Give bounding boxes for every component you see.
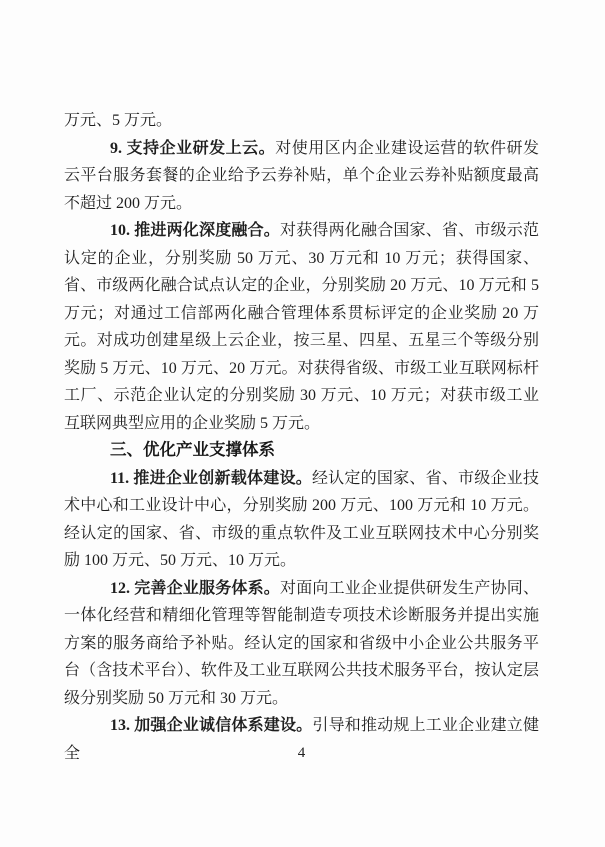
- item-title: 9. 支持企业研发上云。: [110, 139, 276, 157]
- item-title: 13. 加强企业诚信体系建设。: [110, 717, 313, 734]
- paragraph-text: 对获得两化融合国家、省、市级示范认定的企业，分别奖励 50 万元、30 万元和 10 万元；获得国家、省、市级两化融合试点认定的企业，分别奖励 20 万元、10 万元和 5 万元；对通过工信部两化融合管理体系贯标评定的企业奖励 20 万元。对成功创建星级上云企业，按三星、四星、五星三个等级分别奖励 5 万元、10 万元、20 万元。对获得省级、市级工业互联网标杆工厂、示范企业认定的分别奖励 30 万元、10 万元；对获市级工业互联网典型应用的企业奖励 5 万元。: [64, 222, 539, 432]
- paragraph-text: 万元、5 万元。: [64, 112, 173, 129]
- item-title: 12. 完善企业服务体系。: [110, 579, 280, 597]
- paragraph-item-10: [64, 217, 539, 437]
- paragraph-text: 引导和推动规上工业企业建立健全: [64, 717, 539, 762]
- paragraph-item-12: [64, 575, 539, 713]
- section-heading: 三、优化产业支撑体系: [110, 441, 275, 459]
- paragraph-text: 经认定的国家、省、市级企业技术中心和工业设计中心，分别奖励 200 万元、100 万元和 10 万元。经认定的国家、省、市级的重点软件及工业互联网技术中心分别奖励 100 万元、50 万元、10 万元。: [64, 469, 539, 569]
- paragraph-continuation: [64, 107, 539, 135]
- page-number: 4: [297, 745, 306, 761]
- paragraph-item-9: [64, 135, 539, 218]
- item-title: 11. 推进企业创新载体建设。: [110, 469, 312, 487]
- item-title: 10. 推进两化深度融合。: [110, 222, 280, 239]
- paragraph-text: 对面向工业企业提供研发生产协同、一体化经营和精细化管理等智能制造专项技术诊断服务并提出实施方案的服务商给予补贴。经认定的国家和省级中小企业公共服务平台（含技术平台）、软件及工业互联网公共技术服务平台，按认定层级分别奖励 50 万元和 30 万元。: [64, 579, 539, 707]
- paragraph-text: 对使用区内企业建设运营的软件研发云平台服务套餐的企业给予云券补贴，单个企业云券补贴额度最高不超过 200 万元。: [64, 139, 539, 212]
- document-body: [64, 107, 539, 767]
- paragraph-item-11: [64, 465, 539, 575]
